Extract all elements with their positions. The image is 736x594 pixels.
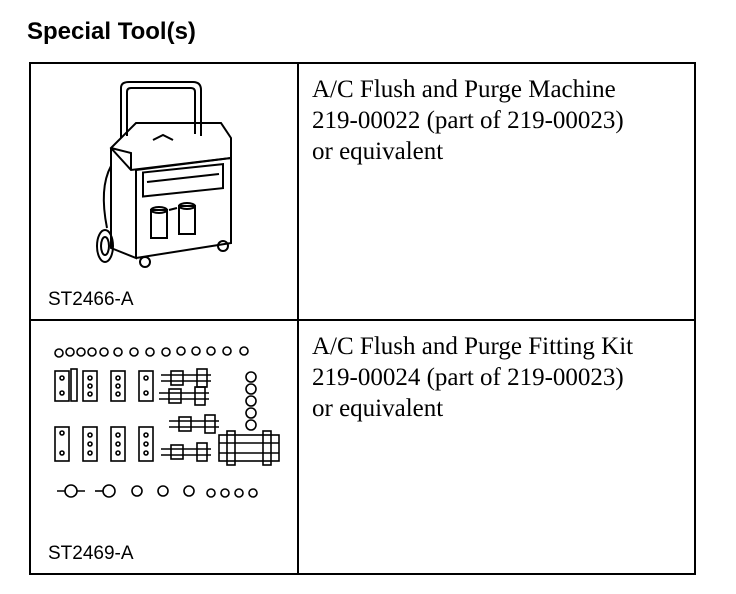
tool-name: A/C Flush and Purge Machine (312, 76, 616, 103)
tool-description-cell (299, 64, 694, 319)
tool-note: or equivalent (312, 138, 444, 165)
tool-image-cell (31, 64, 299, 319)
tool-note: or equivalent (312, 395, 444, 422)
special-tools-table (29, 62, 696, 575)
tool-part-number: 219-00022 (part of 219-00023) (312, 107, 624, 134)
tool-part-number: 219-00024 (part of 219-00023) (312, 364, 624, 391)
tool-description (312, 331, 633, 424)
table-row (31, 64, 694, 321)
tool-code: ST2466-A (48, 289, 134, 310)
flush-purge-machine-drawing (91, 78, 241, 278)
table-row (31, 321, 694, 573)
fitting-kit-drawing (51, 345, 281, 505)
tool-code: ST2469-A (48, 543, 134, 564)
tool-description-cell (299, 321, 694, 573)
tool-image-cell (31, 321, 299, 573)
tool-name: A/C Flush and Purge Fitting Kit (312, 333, 634, 360)
page-title: Special Tool(s) (27, 18, 196, 45)
tool-description (312, 74, 624, 167)
